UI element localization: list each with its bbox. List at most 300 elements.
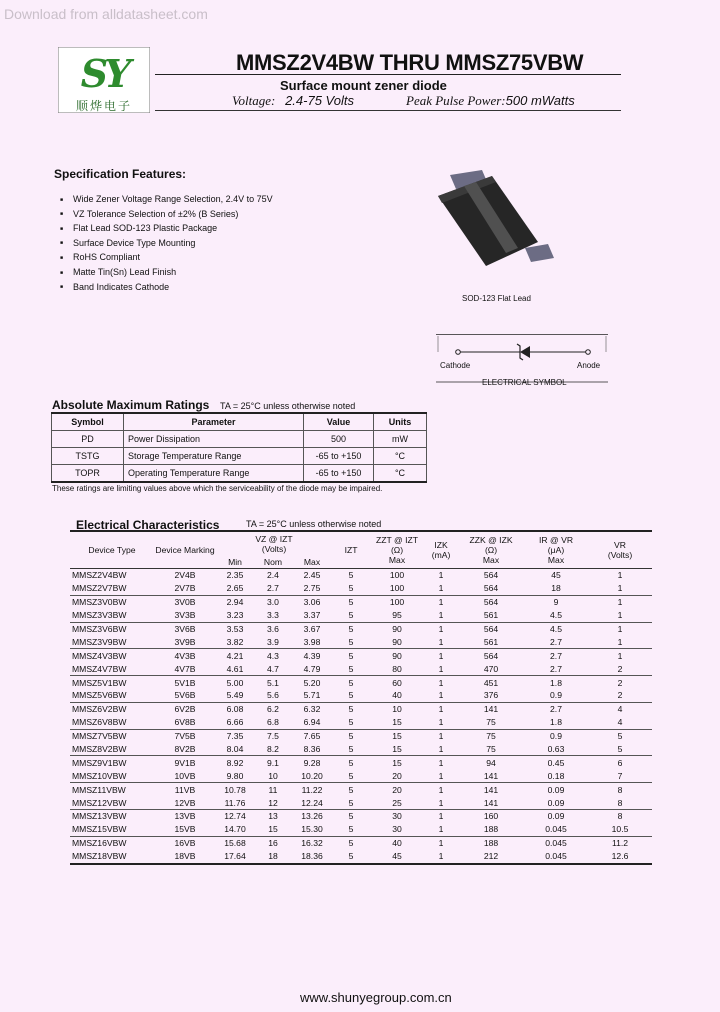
ec-cell-izk: 1: [424, 743, 458, 756]
ec-cell-izk: 1: [424, 796, 458, 809]
spec-features-heading: Specification Features:: [54, 167, 187, 181]
ec-cell-vr: 1: [617, 624, 623, 634]
ec-cell-vz-nom: 3.6: [267, 624, 279, 634]
ec-cell-zzt: 45: [370, 850, 424, 864]
ec-cell-vz-nom: 2.4: [267, 570, 279, 581]
ec-row: [70, 850, 652, 864]
ec-cell-vr: 10.5: [588, 823, 652, 836]
amr-heading: Absolute Maximum Ratings: [52, 398, 210, 412]
ec-cell-vr: 1: [588, 609, 652, 622]
amr-col-parameter: Parameter: [124, 413, 304, 431]
ec-cell-ir: 0.09: [524, 796, 588, 809]
amr-row: [52, 448, 427, 465]
ec-cell-ir: 4.5: [524, 609, 588, 622]
ec-cell-zzt: 30: [392, 811, 402, 822]
amr-cell-parameter: Operating Temperature Range: [124, 465, 304, 483]
ec-cell-izk: 1: [438, 838, 444, 849]
ec-cell-vz-min: 6.66: [216, 716, 254, 729]
ec-cell-device-type: MMSZ6V8BW: [70, 716, 154, 729]
ec-cell-vr: 6: [617, 757, 623, 768]
ec-cell-zzk: 376: [458, 689, 524, 702]
ec-cell-device-type: MMSZ4V3BW: [72, 650, 127, 661]
ec-cell-izk: 1: [438, 811, 444, 822]
ec-cell-vz-min: 3.23: [216, 609, 254, 622]
ec-cell-izk: 1: [438, 731, 444, 742]
ec-ir-unit: (μA): [547, 545, 565, 555]
ec-cell-device-marking: 3V6B: [174, 624, 196, 634]
ec-cell-device-marking: 8V2B: [154, 743, 216, 756]
ec-cell-ir: 0.09: [547, 784, 565, 795]
ec-cell-device-type: MMSZ10VBW: [70, 769, 154, 782]
ec-cell-vz-nom: 3.3: [254, 609, 292, 622]
ec-cell-vz-min: 12.74: [224, 811, 246, 822]
ec-cell-device-marking: 15VB: [154, 823, 216, 836]
ec-cell-device-type: MMSZ13VBW: [72, 811, 127, 822]
ec-col-vz-nom: Nom: [263, 557, 283, 567]
feature-item: ■ Surface Device Type Mounting: [60, 236, 273, 251]
ec-cell-izk: 1: [438, 650, 444, 661]
footer-url[interactable]: www.shunyegroup.com.cn: [300, 990, 452, 1005]
ec-cell-izk: 1: [438, 704, 444, 715]
ec-cell-izt: 5: [332, 689, 370, 702]
amr-col-symbol: Symbol: [52, 413, 124, 431]
ec-row: [70, 796, 652, 809]
ec-cell-vz-max: 6.94: [292, 716, 332, 729]
ec-cell-vz-min: 6.08: [226, 704, 244, 715]
ec-cell-zzt: 15: [370, 743, 424, 756]
amr-cell-units: °C: [374, 448, 427, 465]
amr-cell-value: 500: [304, 431, 374, 448]
ec-cell-vz-max: 12.24: [292, 796, 332, 809]
sod123-package-image: [430, 170, 560, 280]
ec-ir-label: IR @ VR: [539, 535, 574, 545]
ec-cell-vz-nom: 6.2: [267, 704, 279, 715]
ec-cell-zzk: 141: [458, 796, 524, 809]
ec-cell-zzt: 15: [392, 757, 402, 768]
ec-cell-izk: 1: [424, 689, 458, 702]
ec-cell-izt: 5: [332, 609, 370, 622]
ec-izk-unit: (mA): [431, 550, 451, 560]
ec-cell-izt: 5: [348, 731, 354, 742]
ec-vz-unit: (Volts): [261, 544, 287, 554]
ec-cell-zzk: 141: [483, 784, 499, 795]
ec-cell-device-marking: 10VB: [154, 769, 216, 782]
ec-row: [70, 743, 652, 756]
amr-cell-parameter: Storage Temperature Range: [124, 448, 304, 465]
ec-cell-vz-max: 8.36: [292, 743, 332, 756]
ec-zzk-unit: (Ω): [484, 545, 498, 555]
ec-cell-vr: 5: [588, 743, 652, 756]
ec-cell-izt: 5: [332, 582, 370, 595]
ec-cell-zzk: 564: [483, 597, 499, 608]
ec-cell-izk: 1: [424, 609, 458, 622]
ec-zzt-unit: (Ω): [390, 545, 404, 555]
ec-cell-vz-max: 16.32: [301, 838, 323, 849]
ec-cell-vz-nom: 5.1: [267, 677, 279, 688]
feature-list: [60, 192, 273, 294]
ec-cell-zzk: 75: [486, 731, 496, 742]
ec-col-vz-min: Min: [228, 557, 242, 567]
ec-cell-zzk: 561: [458, 635, 524, 648]
ec-cell-vr: 8: [617, 784, 623, 795]
ec-col-zzt: [370, 531, 424, 569]
amr-footnote: These ratings are limiting values above which the serviceability of the diode may be impaired.: [52, 484, 383, 493]
ec-cell-ir: 4.5: [550, 624, 562, 634]
ec-cell-device-type: MMSZ18VBW: [70, 850, 154, 864]
ec-cell-zzt: 90: [370, 635, 424, 648]
ec-cell-vr: 4: [617, 704, 623, 715]
ec-cell-ir: 0.45: [547, 757, 565, 768]
ec-row: [70, 609, 652, 622]
ec-cell-izk: 1: [438, 597, 444, 608]
ec-cell-vz-min: 17.64: [216, 850, 254, 864]
ec-zzk-max: Max: [482, 555, 500, 565]
ec-cell-vz-max: 3.37: [292, 609, 332, 622]
ec-cell-izt: 5: [332, 769, 370, 782]
ec-cell-vr: 1: [617, 570, 623, 581]
ec-cell-device-marking: 11VB: [174, 784, 196, 795]
ec-cell-vz-min: 3.53: [226, 624, 244, 634]
ec-cell-vr: 1: [588, 582, 652, 595]
power-value: 500 mWatts: [505, 93, 575, 108]
electrical-characteristics-table: [70, 530, 652, 865]
amr-condition-note: TA = 25°C unless otherwise noted: [220, 401, 356, 411]
ec-cell-izt: 5: [348, 650, 354, 661]
amr-cell-symbol: TSTG: [52, 448, 124, 465]
ec-cell-izt: 5: [332, 823, 370, 836]
ec-cell-zzt: 100: [370, 582, 424, 595]
ec-cell-device-marking: 3V0B: [174, 597, 196, 608]
watermark: Download from alldatasheet.com: [4, 6, 208, 22]
amr-cell-value: -65 to +150: [304, 448, 374, 465]
ec-cell-ir: 2.7: [524, 635, 588, 648]
ec-cell-vr: 4: [588, 716, 652, 729]
ec-cell-vz-max: 9.28: [303, 757, 321, 768]
ec-cell-izt: 5: [332, 716, 370, 729]
ec-cell-vz-nom: 10: [254, 769, 292, 782]
ec-row: [70, 689, 652, 702]
amr-cell-symbol: PD: [52, 431, 124, 448]
ec-cell-ir: 2.7: [550, 650, 562, 661]
ec-cell-device-type: MMSZ11VBW: [72, 784, 126, 795]
ec-cell-vz-nom: 5.6: [254, 689, 292, 702]
ec-cell-zzk: 564: [483, 650, 499, 661]
feature-item: ■ VZ Tolerance Selection of ±2% (B Series): [60, 207, 273, 222]
ec-cell-vz-min: 5.49: [216, 689, 254, 702]
ec-cell-device-marking: 4V3B: [174, 650, 196, 661]
ec-row: [70, 662, 652, 675]
ec-cell-izk: 1: [424, 662, 458, 675]
ec-row: [70, 729, 652, 742]
ec-cell-vz-nom: 9.1: [267, 757, 279, 768]
ec-cell-zzt: 90: [392, 650, 402, 661]
ec-cell-zzk: 75: [458, 743, 524, 756]
ec-cell-vz-min: 10.78: [224, 784, 246, 795]
ec-cell-vz-max: 4.39: [303, 650, 321, 661]
voltage-value: 2.4-75 Volts: [285, 93, 354, 108]
ec-cell-ir: 0.045: [545, 838, 567, 849]
ec-cell-zzk: 141: [483, 704, 499, 715]
voltage-label: Voltage:: [232, 93, 276, 108]
ec-cell-vz-nom: 11: [268, 784, 278, 795]
electrical-symbol: [436, 334, 608, 384]
ec-cell-vz-min: 2.35: [226, 570, 244, 581]
ec-cell-vz-min: 7.35: [226, 731, 244, 742]
ec-cell-vz-max: 4.79: [292, 662, 332, 675]
ec-cell-vz-max: 5.71: [292, 689, 332, 702]
ec-cell-vr: 2: [588, 662, 652, 675]
ec-cell-device-type: MMSZ3V0BW: [72, 597, 127, 608]
ec-cell-vz-min: 11.76: [216, 796, 254, 809]
ec-row: [70, 676, 652, 689]
ec-vr-unit: (Volts): [607, 550, 633, 560]
ec-cell-zzt: 10: [392, 704, 402, 715]
ec-row: [70, 649, 652, 662]
ec-cell-ir: 2.7: [550, 704, 562, 715]
ec-cell-izt: 5: [332, 850, 370, 864]
ec-cell-vz-nom: 13: [268, 811, 278, 822]
ec-cell-device-marking: 9V1B: [174, 757, 196, 768]
ec-cell-device-type: MMSZ4V7BW: [70, 662, 154, 675]
amr-cell-parameter: Power Dissipation: [124, 431, 304, 448]
ec-cell-izt: 5: [348, 597, 354, 608]
amr-cell-units: mW: [374, 431, 427, 448]
company-name-chinese: 顺烨电子: [75, 99, 132, 113]
ec-cell-vz-max: 7.65: [303, 731, 321, 742]
ec-cell-ir: 1.8: [550, 677, 562, 688]
ec-cell-vz-nom: 6.8: [254, 716, 292, 729]
ec-cell-zzk: 75: [458, 716, 524, 729]
logo-mark: SY: [80, 51, 128, 96]
ec-cell-zzt: 90: [392, 624, 402, 634]
power-label: Peak Pulse Power:: [406, 93, 506, 108]
ec-cell-izt: 5: [348, 624, 354, 634]
ec-cell-zzk: 188: [483, 838, 499, 849]
ec-cell-vz-max: 6.32: [303, 704, 321, 715]
ec-cell-vz-max: 3.67: [303, 624, 321, 634]
ec-cell-izt: 5: [348, 784, 354, 795]
ec-cell-zzt: 80: [370, 662, 424, 675]
ec-cell-device-marking: 5V1B: [174, 677, 196, 688]
ec-row: [70, 595, 652, 608]
absolute-max-ratings-table: [51, 412, 427, 483]
ec-cell-vz-max: 2.75: [292, 582, 332, 595]
ec-cell-vr: 1: [588, 635, 652, 648]
ec-cell-device-marking: 12VB: [154, 796, 216, 809]
ec-cell-device-type: MMSZ5V1BW: [72, 677, 127, 688]
ec-cell-device-type: MMSZ3V9BW: [70, 635, 154, 648]
ec-cell-ir: 0.18: [524, 769, 588, 782]
ec-cell-vz-min: 2.94: [226, 597, 244, 608]
ec-cell-device-type: MMSZ3V6BW: [72, 624, 127, 634]
package-label: SOD-123 Flat Lead: [462, 294, 531, 303]
header-rule: [155, 110, 621, 111]
ec-cell-vz-max: 18.36: [292, 850, 332, 864]
ec-cell-zzk: 451: [483, 677, 499, 688]
ec-cell-zzk: 160: [483, 811, 499, 822]
ec-cell-izt: 5: [332, 662, 370, 675]
ec-cell-vz-max: 11.22: [301, 784, 323, 795]
ec-row: [70, 836, 652, 849]
ec-cell-izk: 1: [424, 635, 458, 648]
ec-cell-zzk: 564: [483, 570, 499, 581]
ec-cell-izk: 1: [424, 823, 458, 836]
ec-col-device-type: Device Type: [88, 545, 136, 555]
ec-cell-vz-nom: 7.5: [267, 731, 279, 742]
ec-cell-vz-nom: 16: [268, 838, 278, 849]
ec-cell-zzt: 100: [389, 597, 405, 608]
ec-cell-device-marking: 2V4B: [174, 570, 196, 581]
ec-cell-zzk: 188: [458, 823, 524, 836]
ec-cell-vr: 11.2: [611, 838, 629, 849]
ec-cell-zzt: 20: [392, 784, 402, 795]
ec-cell-vz-min: 4.61: [216, 662, 254, 675]
ec-cell-device-marking: 18VB: [154, 850, 216, 864]
ec-col-izk: [424, 531, 458, 569]
ec-cell-vz-nom: 3.9: [254, 635, 292, 648]
ec-cell-zzt: 40: [370, 689, 424, 702]
ec-cell-vr: 5: [617, 731, 623, 742]
ec-cell-vz-max: 3.06: [303, 597, 321, 608]
amr-row: [52, 465, 427, 483]
ec-cell-vz-min: 14.70: [216, 823, 254, 836]
ec-cell-device-type: MMSZ15VBW: [70, 823, 154, 836]
ec-cell-vr: 1: [617, 650, 623, 661]
ec-cell-device-type: MMSZ9V1BW: [72, 757, 127, 768]
amr-col-value: Value: [304, 413, 374, 431]
ec-cell-zzt: 95: [370, 609, 424, 622]
ec-cell-ir: 2.7: [524, 662, 588, 675]
ec-cell-zzt: 100: [389, 570, 405, 581]
ec-cell-vr: 2: [617, 677, 623, 688]
ec-cell-zzk: 564: [458, 582, 524, 595]
ec-cell-vz-nom: 12: [254, 796, 292, 809]
ec-cell-izk: 1: [438, 624, 444, 634]
ec-cell-izt: 5: [348, 811, 354, 822]
ec-cell-vz-nom: 3.0: [267, 597, 279, 608]
ec-cell-zzk: 212: [458, 850, 524, 864]
ec-cell-vr: 1: [617, 597, 623, 608]
ec-cell-ir: 0.045: [524, 850, 588, 864]
ec-cell-izk: 1: [424, 582, 458, 595]
amr-cell-units: °C: [374, 465, 427, 483]
ec-cell-zzk: 141: [458, 769, 524, 782]
ec-cell-izt: 5: [332, 743, 370, 756]
ec-cell-ir: 0.09: [547, 811, 565, 822]
ec-cell-vz-max: 3.98: [292, 635, 332, 648]
ec-cell-izt: 5: [332, 635, 370, 648]
ec-cell-ir: 0.9: [524, 689, 588, 702]
ec-cell-izk: 1: [424, 850, 458, 864]
ec-cell-vz-min: 15.68: [224, 838, 246, 849]
ec-cell-izt: 5: [348, 677, 354, 688]
ec-cell-device-type: MMSZ5V6BW: [70, 689, 154, 702]
ec-cell-vz-nom: 15: [254, 823, 292, 836]
ec-cell-izt: 5: [348, 570, 354, 581]
ec-col-vz-max: Max: [303, 557, 321, 567]
ec-col-vz: [216, 531, 332, 556]
ec-col-izt: IZT: [344, 545, 358, 555]
ec-cell-device-type: MMSZ12VBW: [70, 796, 154, 809]
page-title: MMSZ2V4BW THRU MMSZ75VBW: [236, 50, 584, 75]
ec-cell-zzk: 94: [486, 757, 496, 768]
ec-cell-izk: 1: [424, 769, 458, 782]
ec-cell-vz-max: 10.20: [292, 769, 332, 782]
ec-cell-device-marking: 7V5B: [174, 731, 196, 742]
feature-item: ■ Wide Zener Voltage Range Selection, 2.4V to 75V: [60, 192, 273, 207]
ec-cell-vz-min: 3.82: [216, 635, 254, 648]
feature-item: ■ Band Indicates Cathode: [60, 280, 273, 295]
ec-cell-vz-max: 15.30: [292, 823, 332, 836]
ec-cell-vr: 12.6: [588, 850, 652, 864]
ec-cell-ir: 45: [551, 570, 561, 581]
ec-cell-device-type: MMSZ6V2BW: [72, 704, 127, 715]
anode-label: Anode: [577, 361, 601, 370]
ec-cell-ir: 18: [524, 582, 588, 595]
ec-cell-ir: 0.63: [524, 743, 588, 756]
title-rule: [155, 74, 621, 75]
ec-row: [70, 702, 652, 715]
ec-cell-vz-nom: 8.2: [254, 743, 292, 756]
ec-heading: Electrical Characteristics: [76, 518, 220, 532]
ec-ir-max: Max: [547, 555, 565, 565]
power-spec: [406, 93, 575, 109]
feature-item: ■ RoHS Compliant: [60, 250, 273, 265]
ec-cell-zzk: 564: [483, 624, 499, 634]
ec-cell-device-marking: 6V8B: [154, 716, 216, 729]
ec-zzk-label: ZZK @ IZK: [469, 535, 513, 545]
ec-cell-vz-nom: 4.3: [267, 650, 279, 661]
ec-cell-vz-nom: 2.7: [254, 582, 292, 595]
ec-cell-zzt: 15: [392, 731, 402, 742]
ec-cell-izt: 5: [332, 796, 370, 809]
ec-cell-device-type: MMSZ3V3BW: [70, 609, 154, 622]
ec-col-zzk: [458, 531, 524, 569]
ec-cell-device-marking: 3V3B: [154, 609, 216, 622]
ec-row: [70, 635, 652, 648]
ec-cell-device-type: MMSZ2V4BW: [72, 570, 127, 581]
ec-cell-vr: 8: [617, 811, 623, 822]
feature-item: ■ Flat Lead SOD-123 Plastic Package: [60, 221, 273, 236]
amr-col-units: Units: [374, 413, 427, 431]
ec-cell-device-marking: 6V2B: [174, 704, 196, 715]
ec-cell-zzt: 25: [370, 796, 424, 809]
voltage-spec: [232, 93, 354, 109]
ec-cell-vz-min: 2.65: [216, 582, 254, 595]
amr-cell-symbol: TOPR: [52, 465, 124, 483]
ec-cell-izk: 1: [424, 716, 458, 729]
ec-cell-ir: 0.9: [550, 731, 562, 742]
ec-cell-ir: 9: [553, 597, 559, 608]
ec-condition-note: TA = 25°C unless otherwise noted: [246, 519, 382, 529]
ec-row: [70, 756, 652, 769]
ec-cell-zzt: 40: [392, 838, 402, 849]
ec-col-ir: [524, 531, 588, 569]
ec-cell-device-type: MMSZ8V2BW: [70, 743, 154, 756]
ec-row: [70, 569, 652, 582]
ec-cell-izk: 1: [438, 784, 444, 795]
ec-cell-device-type: MMSZ7V5BW: [72, 731, 127, 742]
ec-cell-vz-min: 4.21: [226, 650, 244, 661]
ec-cell-vz-min: 8.04: [216, 743, 254, 756]
ec-vr-label: VR: [614, 540, 626, 550]
ec-cell-zzk: 561: [458, 609, 524, 622]
ec-cell-vz-nom: 18: [254, 850, 292, 864]
ec-cell-vz-min: 5.00: [226, 677, 244, 688]
ec-cell-zzt: 60: [392, 677, 402, 688]
ec-cell-ir: 0.045: [524, 823, 588, 836]
ec-vz-label: VZ @ IZT: [255, 534, 293, 544]
